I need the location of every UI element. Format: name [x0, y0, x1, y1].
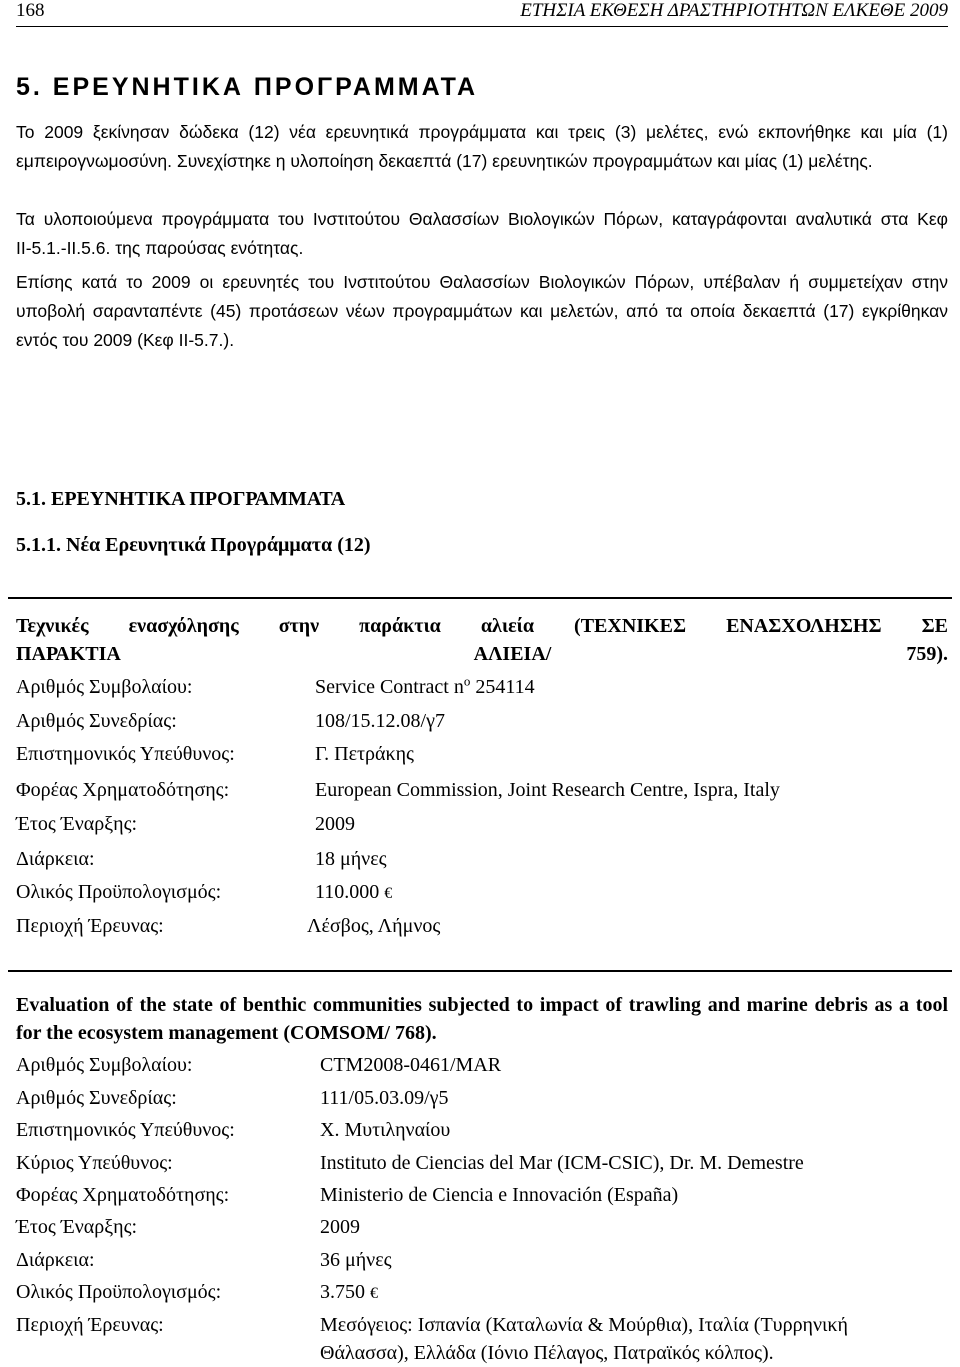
- budget-label: Ολικός Προϋπολογισμός:: [16, 881, 222, 903]
- contract-number-superscript: o: [463, 673, 471, 689]
- project-title: Evaluation of the state of benthic communities subjected to impact of trawling and marine debris as a tool for the ecosystem management (COMSOM/ 768).: [16, 994, 948, 1044]
- start-label: Έτος Έναρξης:: [16, 813, 138, 835]
- session-value: 111/05.03.09/γ5: [320, 1087, 449, 1109]
- main-responsible-label: Κύριος Υπεύθυνος:: [16, 1152, 173, 1174]
- area-value: Λέσβος, Λήμνος: [307, 915, 441, 937]
- scientist-label: Επιστημονικός Υπεύθυνος:: [16, 743, 235, 765]
- area-label: Περιοχή Έρευνας:: [16, 915, 164, 937]
- page-number: 168: [16, 0, 45, 21]
- duration-label: Διάρκεια:: [16, 848, 95, 870]
- contract-label: Αριθμός Συμβολαίου:: [16, 1054, 193, 1076]
- duration-value: 18 μήνες: [315, 848, 387, 870]
- funder-label: Φορέας Χρηματοδότησης:: [16, 1184, 230, 1206]
- contract-number: 254114: [475, 676, 535, 698]
- contract-value: CTM2008-0461/MAR: [320, 1054, 502, 1076]
- euro-icon: €: [384, 885, 393, 902]
- duration-value: 36 μήνες: [320, 1249, 392, 1271]
- intro-paragraph-1: Το 2009 ξεκίνησαν δώδεκα (12) νέα ερευνητικά προγράμματα και τρεις (3) μελέτες, ενώ εκπονήθηκε και μία (1) εμπειρογνωμοσύνη. Συνεχίστηκε η υλοποίηση δεκαεπτά (17) ερευνητικών προγραμμάτων και μίας (1) μελέτης.: [16, 122, 948, 171]
- start-value: 2009: [315, 813, 355, 835]
- budget-value: [315, 878, 392, 908]
- area-value: Μεσόγειος: Ισπανία (Καταλωνία & Μούρθια), Ιταλία (Τυρρηνική Θάλασσα), Ελλάδα (Ιόνιο Πέλαγος, Πατραϊκός κόλπος).: [320, 1314, 848, 1364]
- budget-amount: 110.000: [315, 881, 380, 903]
- running-title: ΕΤΗΣΙΑ ΕΚΘΕΣΗ ΔΡΑΣΤΗΡΙΟΤΗΤΩΝ ΕΛΚΕΘΕ 2009: [520, 0, 948, 21]
- euro-icon: €: [370, 1285, 378, 1302]
- start-value: 2009: [320, 1216, 360, 1238]
- area-label: Περιοχή Έρευνας:: [16, 1314, 164, 1336]
- page-header: [16, 0, 948, 27]
- funder-value: European Commission, Joint Research Centre, Ispra, Italy: [315, 779, 780, 801]
- session-label: Αριθμός Συνεδρίας:: [16, 710, 177, 732]
- contract-value: [315, 673, 535, 701]
- funder-value: Ministerio de Ciencia e Innovación (España): [320, 1184, 679, 1206]
- intro-paragraph-3: Επίσης κατά το 2009 οι ερευνητές του Ινστιτούτου Θαλασσίων Βιολογικών Πόρων, υπέβαλαν ή συμμετείχαν στην υποβολή σαρανταπέντε (45) προτάσεων νέων προγραμμάτων και μελετών, από τα οποία δεκαεπτά (17) εγκρίθηκαν εντός του 2009 (Κεφ ΙΙ-5.7.).: [16, 272, 948, 350]
- intro-paragraph-2: Τα υλοποιούμενα προγράμματα του Ινστιτούτου Θαλασσίων Βιολογικών Πόρων, καταγράφονται αναλυτικά στα Κεφ ΙΙ-5.1.-ΙΙ.5.6. της παρούσας ενότητας.: [16, 209, 948, 258]
- scientist-value: Χ. Μυτιληναίου: [320, 1119, 451, 1141]
- session-label: Αριθμός Συνεδρίας:: [16, 1087, 177, 1109]
- start-label: Έτος Έναρξης:: [16, 1216, 138, 1238]
- budget-label: Ολικός Προϋπολογισμός:: [16, 1281, 222, 1303]
- project-title: [16, 612, 948, 668]
- session-value: 108/15.12.08/γ7: [315, 710, 445, 732]
- section-heading: 5.1. ΕΡΕΥΝΗΤΙΚΑ ΠΡΟΓΡΑΜΜΑΤΑ: [16, 488, 346, 510]
- budget-amount: 3.750: [320, 1281, 365, 1303]
- duration-label: Διάρκεια:: [16, 1249, 95, 1271]
- scientist-label: Επιστημονικός Υπεύθυνος:: [16, 1119, 235, 1141]
- project-card-759: [8, 597, 952, 955]
- contract-type: Service Contract n: [315, 676, 464, 698]
- scientist-value: Γ. Πετράκης: [315, 743, 414, 765]
- contract-label: Αριθμός Συμβολαίου:: [16, 676, 193, 698]
- project-card-768: [8, 970, 952, 1367]
- subsection-heading: 5.1.1. Νέα Ερευνητικά Προγράμματα (12): [16, 534, 371, 556]
- budget-value: [320, 1278, 378, 1308]
- main-responsible-value: Instituto de Ciencias del Mar (ICM-CSIC), Dr. M. Demestre: [320, 1152, 804, 1174]
- chapter-title: 5. ΕΡΕΥΝΗΤΙΚΑ ΠΡΟΓΡΑΜΜΑΤΑ: [16, 73, 479, 101]
- project-title-line-1: Τεχνικές ενασχόλησης στην παράκτια αλιεία (ΤΕΧΝΙΚΕΣ ΕΝΑΣΧΟΛΗΣΗΣ ΣΕ: [16, 615, 948, 637]
- funder-label: Φορέας Χρηματοδότησης:: [16, 779, 230, 801]
- project-title-line-2: ΠΑΡΑΚΤΙΑ ΑΛΙΕΙΑ/ 759).: [16, 643, 948, 665]
